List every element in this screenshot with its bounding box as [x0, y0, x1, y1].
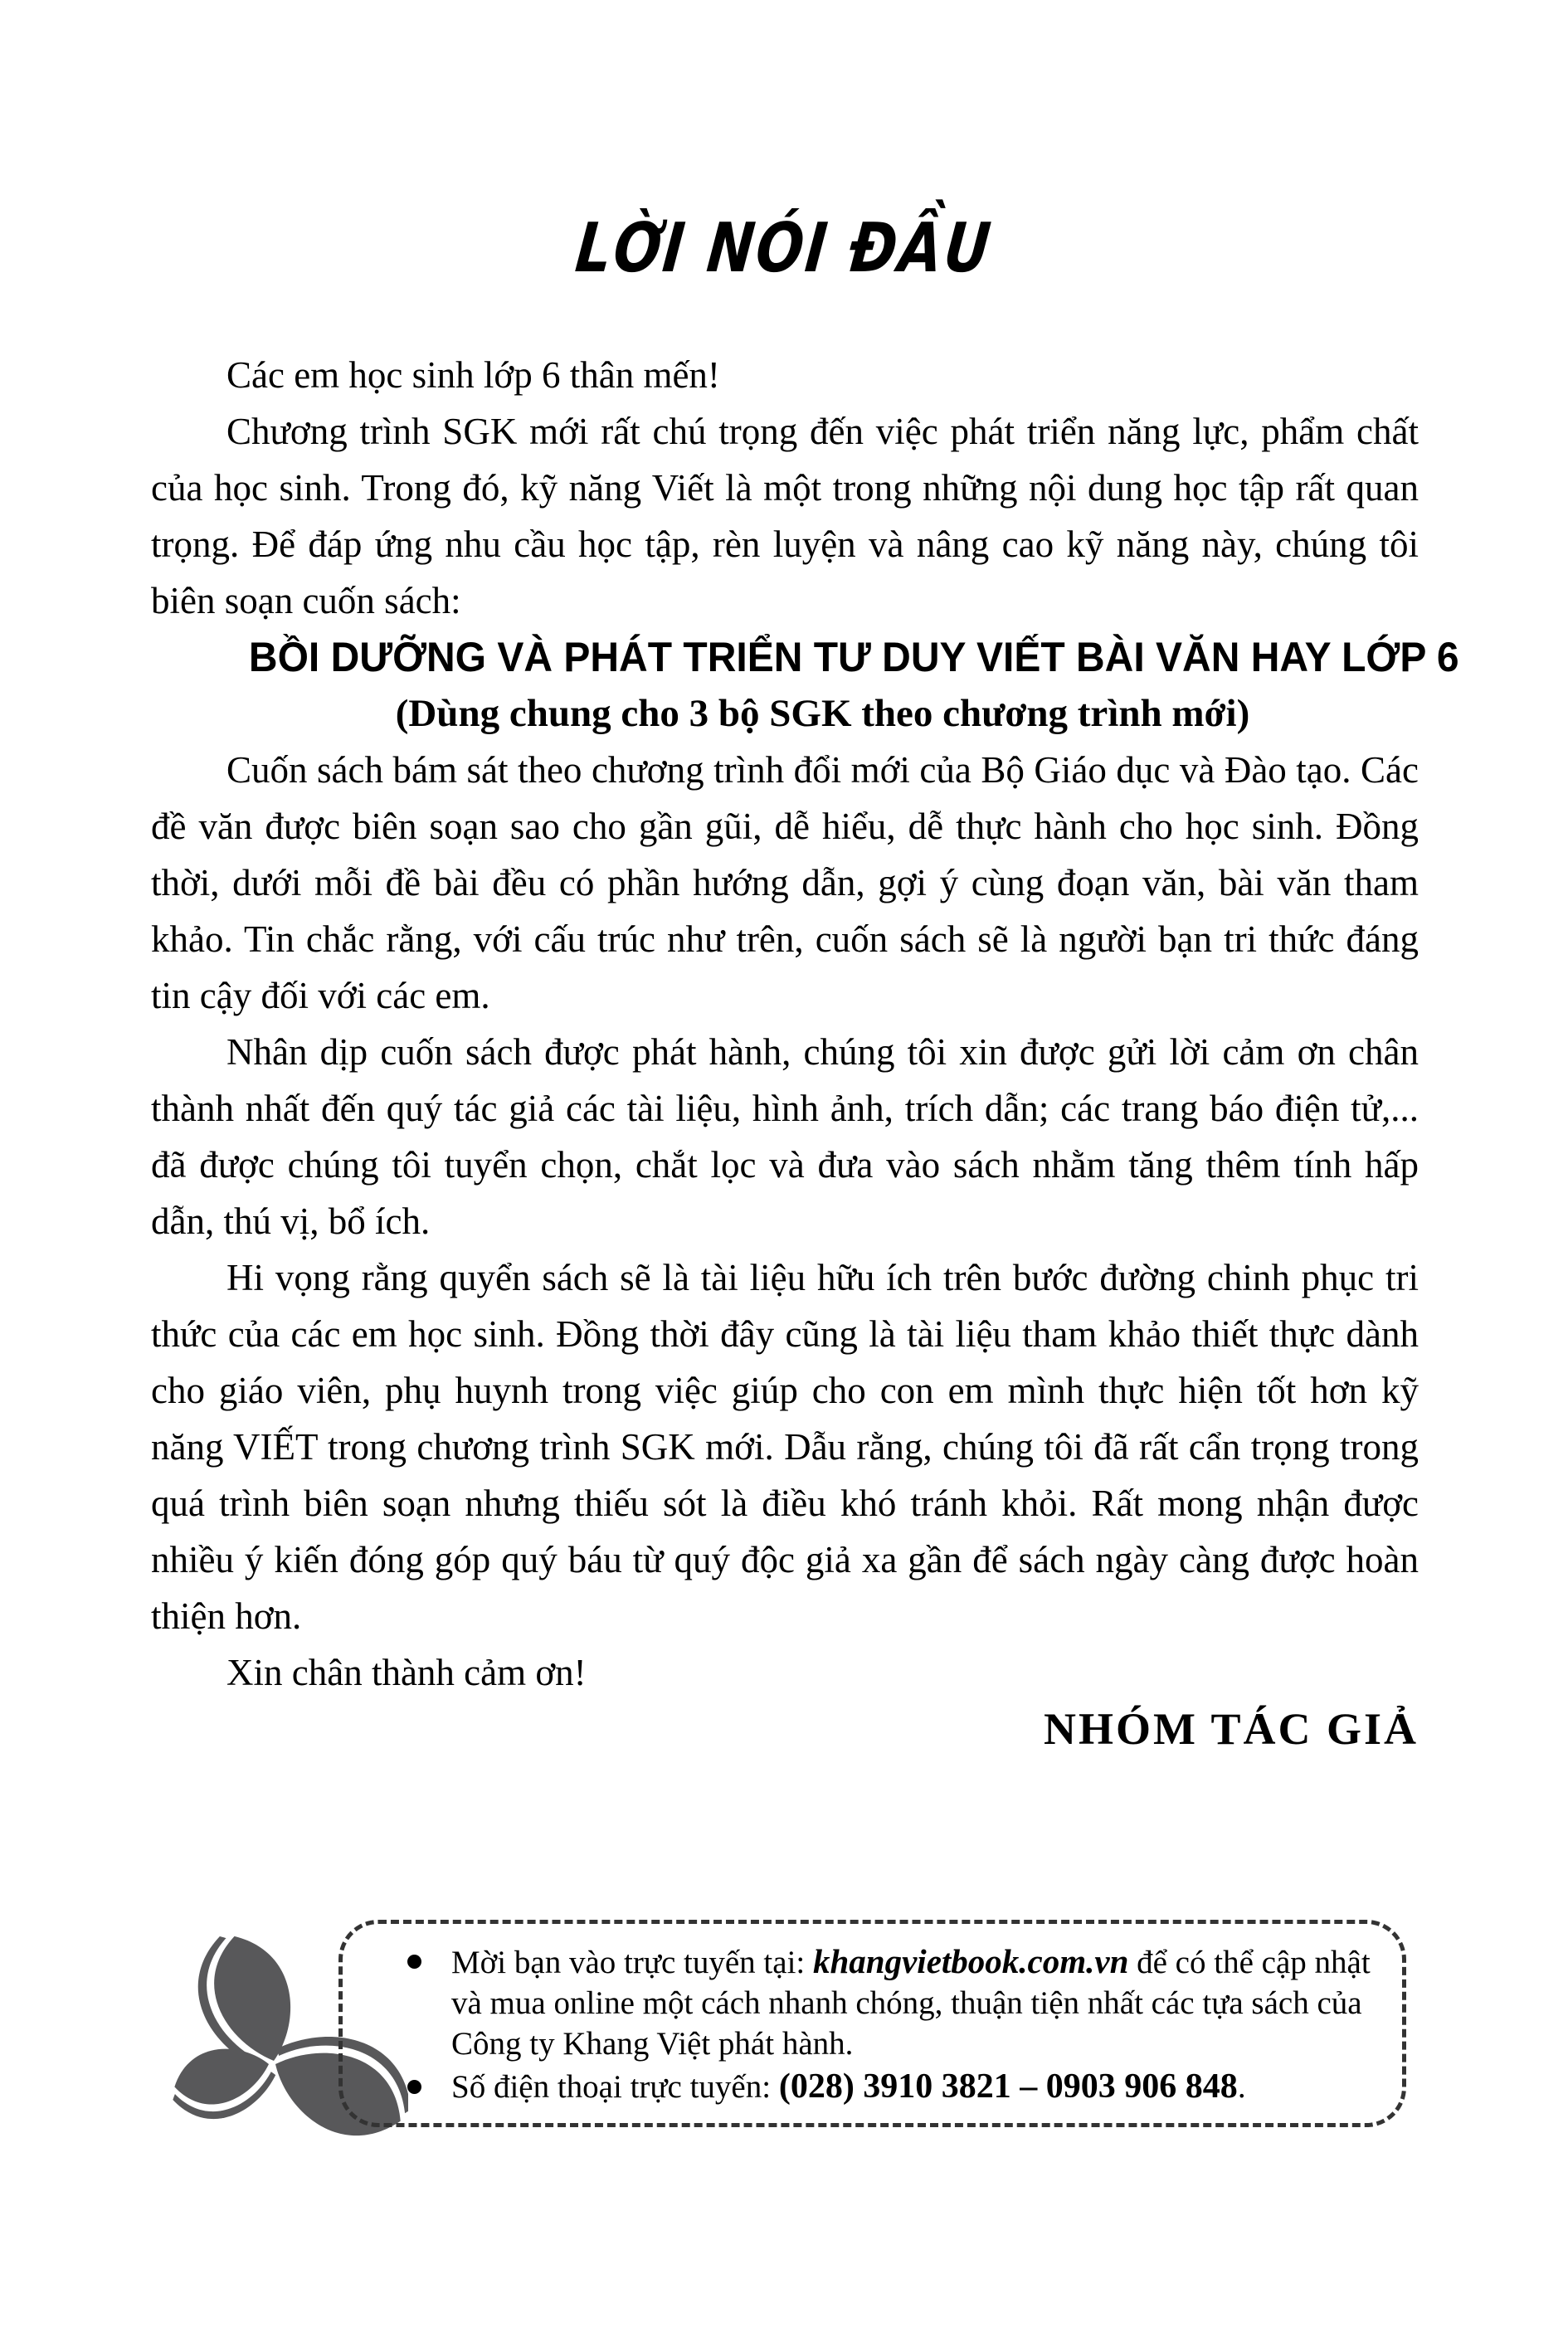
- foreword-body: [151, 347, 1459, 1757]
- promo-online-pre: Mời bạn vào trực tuyến tại:: [451, 1945, 813, 1980]
- body-paragraph-2: Nhân dịp cuốn sách được phát hành, chúng tôi xin được gửi lời cảm ơn chân thành nhất đến quý tác giả các tài liệu, hình ảnh, trích dẫn; các trang báo điện tử,... đã được chúng tôi tuyển chọn, chắt lọc và đưa vào sách nhằm tăng thêm tính hấp dẫn, thú vị, bổ ích.: [151, 1031, 1419, 1242]
- body-paragraph-3: Hi vọng rằng quyển sách sẽ là tài liệu hữu ích trên bước đường chinh phục tri thức của các em học sinh. Đồng thời đây cũng là tài liệu tham khảo thiết thực dành cho giáo viên, phụ huynh trong việc giúp cho con em mình thực hiện tốt hơn kỹ năng VIẾT trong chương trình SGK mới. Dẫu rằng, chúng tôi đã rất cẩn trọng trong quá trình biên soạn nhưng thiếu sót là điều khó tránh khỏi. Rất mong nhận được nhiều ý kiến đóng góp quý báu từ quý độc giả xa gần để sách ngày càng được hoàn thiện hơn.: [151, 1257, 1419, 1637]
- promo-online-post: để có thể cập nhật và mua online một cách nhanh chóng, thuận tiện nhất các tựa sách của Công ty Khang Việt phát hành.: [451, 1945, 1371, 2062]
- promo-online-text: [451, 1941, 1402, 2064]
- promo-phone-end: .: [1237, 2069, 1246, 2105]
- promo-phone-text: [451, 2067, 1402, 2107]
- promo-bullet-phone: [343, 2067, 1402, 2107]
- bullet-icon: [407, 2080, 421, 2094]
- body-paragraph-1: Cuốn sách bám sát theo chương trình đổi mới của Bộ Giáo dục và Đào tạo. Các đề văn được biên soạn sao cho gần gũi, dễ hiểu, dễ thực hành cho học sinh. Đồng thời, dưới mỗi đề bài đều có phần hướng dẫn, gợi ý cùng đoạn văn, bài văn tham khảo. Tin chắc rằng, với cấu trúc như trên, cuốn sách sẽ là người bạn tri thức đáng tin cậy đối với các em.: [151, 749, 1419, 1016]
- promo-phone-pre: Số điện thoại trực tuyến:: [451, 2069, 779, 2105]
- bullet-icon: [407, 1955, 421, 1969]
- promo-bullet-online: [343, 1941, 1402, 2064]
- publisher-promo-box: [338, 1920, 1406, 2127]
- intro-paragraph: Chương trình SGK mới rất chú trọng đến việc phát triển năng lực, phẩm chất của học sinh. Trong đó, kỹ năng Viết là một trong những nội dung học tập rất quan trọng. Để đáp ứng nhu cầu học tập, rèn luyện và nâng cao kỹ năng này, chúng tôi biên soạn cuốn sách:: [151, 411, 1419, 621]
- phone-numbers: (028) 3910 3821 – 0903 906 848: [778, 2067, 1238, 2106]
- page-title: LỜI NÓI ĐẦU: [572, 209, 996, 288]
- thanks-paragraph: Xin chân thành cảm ơn!: [226, 1652, 587, 1693]
- book-subtitle-heading: (Dùng chung cho 3 bộ SGK theo chương trình mới): [395, 692, 1250, 735]
- book-title-heading: BỒI DƯỠNG VÀ PHÁT TRIỂN TƯ DUY VIẾT BÀI VĂN HAY LỚP 6: [248, 634, 1459, 680]
- author-signature: NHÓM TÁC GIẢ: [1043, 1704, 1419, 1754]
- website-url: khangvietbook.com.vn: [813, 1942, 1129, 1980]
- greeting-paragraph: Các em học sinh lớp 6 thân mến!: [226, 354, 720, 396]
